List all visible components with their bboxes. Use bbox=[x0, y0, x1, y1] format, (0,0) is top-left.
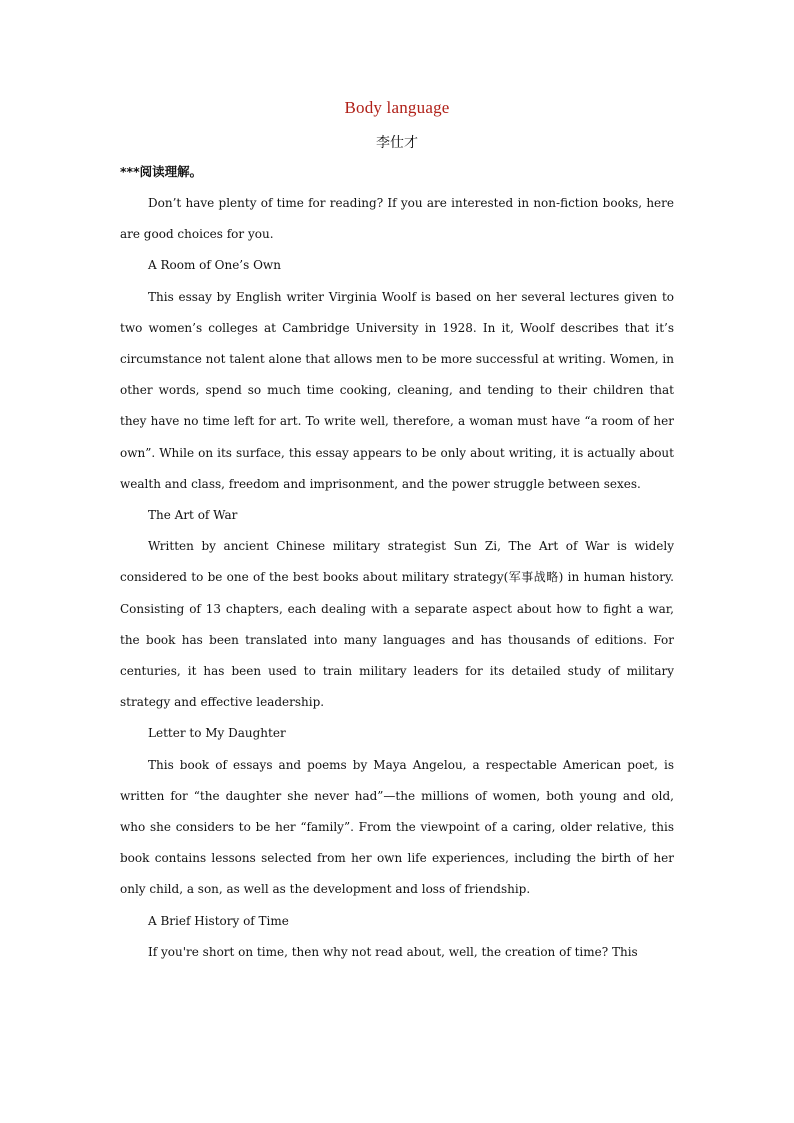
section-label: ***阅读理解。 bbox=[120, 164, 203, 179]
book-heading-room: A Room of One’s Own bbox=[148, 258, 281, 273]
book-paragraph-brief-history: If you're short on time, then why not read about, well, the creation of time? This bbox=[148, 944, 638, 959]
book-heading-letter: Letter to My Daughter bbox=[148, 726, 286, 741]
book-heading-art-of-war: The Art of War bbox=[148, 508, 238, 523]
book-heading-brief-history: A Brief History of Time bbox=[148, 913, 289, 928]
book-paragraph-art-of-war: Written by ancient Chinese military strategist Sun Zi, The Art of War is widely considered to be one of the best books about military strategy(军事战略) in human history. Consisting of 13 chapters, each dealing with a separate aspect about how to fight a war, the book has been translated into many languages and has thousands of editions. For centuries, it has been used to train military leaders for its detailed study of military strategy and effective leadership. bbox=[120, 539, 674, 710]
book-paragraph-letter: This book of essays and poems by Maya Angelou, a respectable American poet, is written for “the daughter she never had”—the millions of women, both young and old, who she considers to be her “family”. From the viewpoint of a caring, older relative, this book contains lessons selected from her own life experiences, including the birth of her only child, a son, as well as the development and loss of friendship. bbox=[120, 757, 674, 897]
passage bbox=[120, 188, 674, 968]
document-title: Body language bbox=[344, 98, 450, 117]
document-author: 李仕才 bbox=[376, 135, 418, 151]
intro-paragraph: Don’t have plenty of time for reading? If you are interested in non-fiction books, here are good choices for you. bbox=[120, 196, 674, 242]
book-paragraph-room: This essay by English writer Virginia Woolf is based on her several lectures given to two women’s colleges at Cambridge University in 1928. In it, Woolf describes that it’s circumstance not talent alone that allows men to be more successful at writing. Women, in other words, spend so much time cooking, cleaning, and tending to their children that they have no time left for art. To write well, therefore, a woman must have “a room of her own”. While on its surface, this essay appears to be only about writing, it is actually about wealth and class, freedom and imprisonment, and the power struggle between sexes. bbox=[120, 289, 674, 491]
